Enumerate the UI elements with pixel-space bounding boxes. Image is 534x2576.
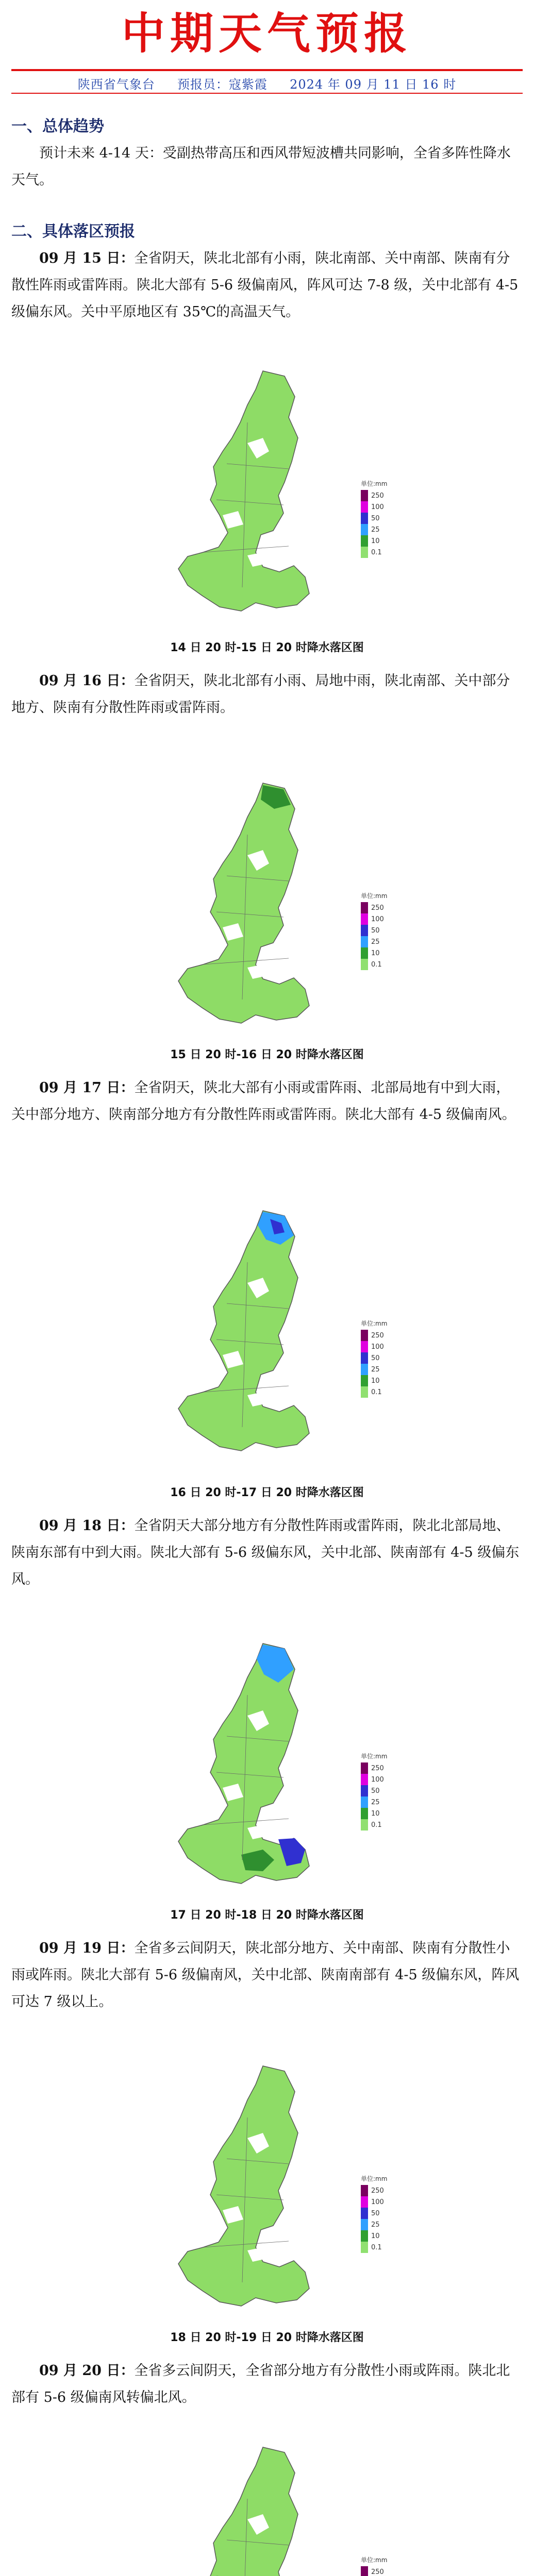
legend-row bbox=[361, 535, 387, 547]
province-outline bbox=[178, 2066, 309, 2306]
shaanxi-map-svg bbox=[93, 1633, 441, 1901]
precip-legend bbox=[361, 891, 387, 970]
legend-row bbox=[361, 2230, 387, 2242]
day-text: 全省阴天大部分地方有分散性阵雨或雷阵雨，陕北北部局地、陕南东部有中到大雨。陕北大部有 5-6 级偏东风，关中北部、陕南部有 4-5 级偏东风。 bbox=[11, 1518, 520, 1587]
map-caption: 17 日 20 时-18 日 20 时降水落区图 bbox=[170, 1909, 364, 1922]
precip-map bbox=[93, 2437, 441, 2576]
province-outline bbox=[178, 371, 309, 611]
legend-row bbox=[361, 1386, 387, 1398]
header-meta bbox=[0, 74, 534, 92]
legend-label: 0.1 bbox=[371, 960, 382, 969]
legend-swatch bbox=[361, 2219, 368, 2230]
legend-row bbox=[361, 2196, 387, 2208]
legend-swatch bbox=[361, 1762, 368, 1774]
day-date: 09 月 20 日： bbox=[39, 2363, 135, 2379]
legend-row bbox=[361, 936, 387, 947]
day-text: 全省阴天，陕北北部有小雨，陕北南部、关中南部、陕南有分散性阵雨或雷阵雨。陕北大部有 5-6 级偏南风，阵风可达 7-8 级，关中北部有 4-5 级偏东风。关中平原地区有 35℃的高温天气。 bbox=[11, 250, 519, 320]
legend-swatch bbox=[361, 2208, 368, 2219]
legend-row bbox=[361, 513, 387, 524]
legend-row bbox=[361, 2208, 387, 2219]
section-heading-trend: 一、总体趋势 bbox=[11, 117, 104, 135]
legend-swatch bbox=[361, 1819, 368, 1831]
legend-label: 25 bbox=[371, 938, 380, 946]
legend-swatch bbox=[361, 959, 368, 970]
legend-row bbox=[361, 490, 387, 501]
legend-label: 50 bbox=[371, 514, 380, 522]
day-text: 全省阴天，陕北北部有小雨、局地中雨，陕北南部、关中部分地方、陕南有分散性阵雨或雷阵雨。 bbox=[11, 673, 510, 716]
legend-row bbox=[361, 2242, 387, 2253]
map-caption: 16 日 20 时-17 日 20 时降水落区图 bbox=[170, 1486, 364, 1499]
shaanxi-map-svg bbox=[93, 361, 441, 629]
legend-swatch bbox=[361, 2230, 368, 2242]
legend-row bbox=[361, 1808, 387, 1819]
legend-label: 25 bbox=[371, 526, 380, 534]
legend-label: 10 bbox=[371, 1809, 380, 1818]
section-heading-areas: 二、具体落区预报 bbox=[11, 223, 135, 241]
legend-swatch bbox=[361, 1808, 368, 1819]
legend-swatch bbox=[361, 501, 368, 513]
legend-label: 25 bbox=[371, 2221, 380, 2229]
legend-swatch bbox=[361, 2566, 368, 2576]
issue-date: 2024 年 09 月 11 日 16 时 bbox=[290, 77, 457, 92]
legend-label: 100 bbox=[371, 503, 384, 511]
legend-swatch bbox=[361, 1785, 368, 1797]
precip-map bbox=[93, 2056, 441, 2324]
legend-title: 单位:mm bbox=[361, 1320, 388, 1327]
legend-swatch bbox=[361, 1797, 368, 1808]
legend-swatch bbox=[361, 1774, 368, 1785]
legend-row bbox=[361, 1762, 387, 1774]
precip-legend bbox=[361, 1752, 387, 1831]
legend-row bbox=[361, 1774, 387, 1785]
legend-label: 250 bbox=[371, 1331, 384, 1340]
precip-map bbox=[93, 1633, 441, 1901]
legend-row bbox=[361, 913, 387, 925]
legend-label: 100 bbox=[371, 915, 384, 923]
legend-label: 250 bbox=[371, 904, 384, 912]
legend-row bbox=[361, 2185, 387, 2196]
agency: 陕西省气象台 bbox=[77, 77, 155, 92]
legend-swatch bbox=[361, 1341, 368, 1352]
province-outline bbox=[178, 2447, 309, 2576]
map-caption: 18 日 20 时-19 日 20 时降水落区图 bbox=[170, 2331, 364, 2344]
legend-label: 25 bbox=[371, 1365, 380, 1374]
legend-swatch bbox=[361, 524, 368, 535]
precip-legend bbox=[361, 2174, 387, 2253]
day-text: 全省多云间阴天，陕北部分地方、关中南部、陕南有分散性小雨或阵雨。陕北大部有 5-6 级偏南风，关中北部、陕南南部有 4-5 级偏东风，阵风可达 7 级以上。 bbox=[11, 1940, 520, 2010]
legend-label: 0.1 bbox=[371, 2243, 382, 2251]
legend-row bbox=[361, 2566, 387, 2576]
precip-map bbox=[93, 361, 441, 629]
legend-title: 单位:mm bbox=[361, 2556, 388, 2564]
legend-swatch bbox=[361, 947, 368, 959]
legend-row bbox=[361, 524, 387, 535]
header-rule-bottom bbox=[11, 93, 523, 94]
legend-label: 0.1 bbox=[371, 1821, 382, 1829]
day-paragraph bbox=[11, 245, 523, 326]
forecaster: 预报员：寇紫霞 bbox=[177, 77, 268, 92]
legend-label: 0.1 bbox=[371, 548, 382, 556]
legend-label: 50 bbox=[371, 926, 380, 935]
legend-swatch bbox=[361, 1375, 368, 1386]
legend-swatch bbox=[361, 1364, 368, 1375]
legend-swatch bbox=[361, 513, 368, 524]
day-paragraph bbox=[11, 1075, 523, 1128]
legend-label: 250 bbox=[371, 1764, 384, 1772]
legend-swatch bbox=[361, 925, 368, 936]
legend-title: 单位:mm bbox=[361, 1753, 388, 1760]
legend-label: 10 bbox=[371, 2232, 380, 2240]
legend-swatch bbox=[361, 913, 368, 925]
shaanxi-map-svg bbox=[93, 2056, 441, 2324]
day-date: 09 月 18 日： bbox=[39, 1518, 135, 1534]
legend-swatch bbox=[361, 1386, 368, 1398]
legend-label: 100 bbox=[371, 1775, 384, 1784]
legend-label: 250 bbox=[371, 2187, 384, 2195]
legend-label: 50 bbox=[371, 1354, 380, 1362]
legend-row bbox=[361, 925, 387, 936]
trend-text: 预计未来 4-14 天：受副热带高压和西风带短波槽共同影响，全省多阵性降水天气。 bbox=[11, 145, 511, 188]
legend-swatch bbox=[361, 902, 368, 913]
province-outline bbox=[178, 783, 309, 1023]
shaanxi-map-svg bbox=[93, 1200, 441, 1468]
legend-row bbox=[361, 1352, 387, 1364]
province-outline bbox=[178, 1211, 309, 1451]
day-date: 09 月 19 日： bbox=[39, 1940, 135, 1956]
legend-label: 10 bbox=[371, 1377, 380, 1385]
legend-label: 100 bbox=[371, 1343, 384, 1351]
legend-swatch bbox=[361, 1330, 368, 1341]
legend-label: 10 bbox=[371, 537, 380, 545]
legend-swatch bbox=[361, 2196, 368, 2208]
day-date: 09 月 17 日： bbox=[39, 1080, 135, 1096]
legend-row bbox=[361, 1785, 387, 1797]
map-caption: 14 日 20 时-15 日 20 时降水落区图 bbox=[170, 641, 364, 654]
legend-row bbox=[361, 902, 387, 913]
legend-row bbox=[361, 1330, 387, 1341]
legend-label: 100 bbox=[371, 2198, 384, 2206]
day-text: 全省阴天，陕北大部有小雨或雷阵雨、北部局地有中到大雨，关中部分地方、陕南部分地方有分散性阵雨或雷阵雨。陕北大部有 4-5 级偏南风。 bbox=[11, 1080, 516, 1123]
legend-swatch bbox=[361, 2242, 368, 2253]
legend-row bbox=[361, 1797, 387, 1808]
legend-swatch bbox=[361, 490, 368, 501]
legend-swatch bbox=[361, 535, 368, 547]
day-date: 09 月 15 日： bbox=[39, 250, 135, 266]
legend-title: 单位:mm bbox=[361, 2175, 388, 2182]
shaanxi-map-svg bbox=[93, 2437, 441, 2576]
precip-legend bbox=[361, 2555, 387, 2576]
page-title: 中期天气预报 bbox=[121, 8, 412, 59]
legend-label: 25 bbox=[371, 1798, 380, 1806]
legend-row bbox=[361, 959, 387, 970]
shaanxi-map-svg bbox=[93, 773, 441, 1041]
legend-label: 250 bbox=[371, 2568, 384, 2576]
legend-label: 50 bbox=[371, 2209, 380, 2217]
legend-title: 单位:mm bbox=[361, 480, 388, 487]
legend-label: 0.1 bbox=[371, 1388, 382, 1396]
day-paragraph bbox=[11, 1513, 523, 1593]
map-caption: 15 日 20 时-16 日 20 时降水落区图 bbox=[170, 1048, 364, 1061]
header-rule-top bbox=[11, 69, 523, 71]
legend-row bbox=[361, 501, 387, 513]
legend-row bbox=[361, 1364, 387, 1375]
day-paragraph bbox=[11, 668, 523, 721]
legend-swatch bbox=[361, 2185, 368, 2196]
legend-row bbox=[361, 1819, 387, 1831]
legend-row bbox=[361, 547, 387, 558]
legend-row bbox=[361, 947, 387, 959]
legend-swatch bbox=[361, 936, 368, 947]
precip-legend bbox=[361, 479, 387, 558]
precip-map bbox=[93, 773, 441, 1041]
legend-swatch bbox=[361, 547, 368, 558]
day-paragraph bbox=[11, 2358, 523, 2411]
legend-label: 50 bbox=[371, 1787, 380, 1795]
legend-row bbox=[361, 1341, 387, 1352]
day-paragraph bbox=[11, 1935, 523, 2015]
legend-row bbox=[361, 2219, 387, 2230]
legend-label: 10 bbox=[371, 949, 380, 957]
legend-title: 单位:mm bbox=[361, 892, 388, 900]
precip-legend bbox=[361, 1319, 387, 1398]
legend-label: 250 bbox=[371, 492, 384, 500]
legend-swatch bbox=[361, 1352, 368, 1364]
day-date: 09 月 16 日： bbox=[39, 673, 135, 689]
day-text: 全省多云间阴天，全省部分地方有分散性小雨或阵雨。陕北北部有 5-6 级偏南风转偏北风。 bbox=[11, 2363, 510, 2405]
legend-row bbox=[361, 1375, 387, 1386]
precip-map bbox=[93, 1200, 441, 1468]
